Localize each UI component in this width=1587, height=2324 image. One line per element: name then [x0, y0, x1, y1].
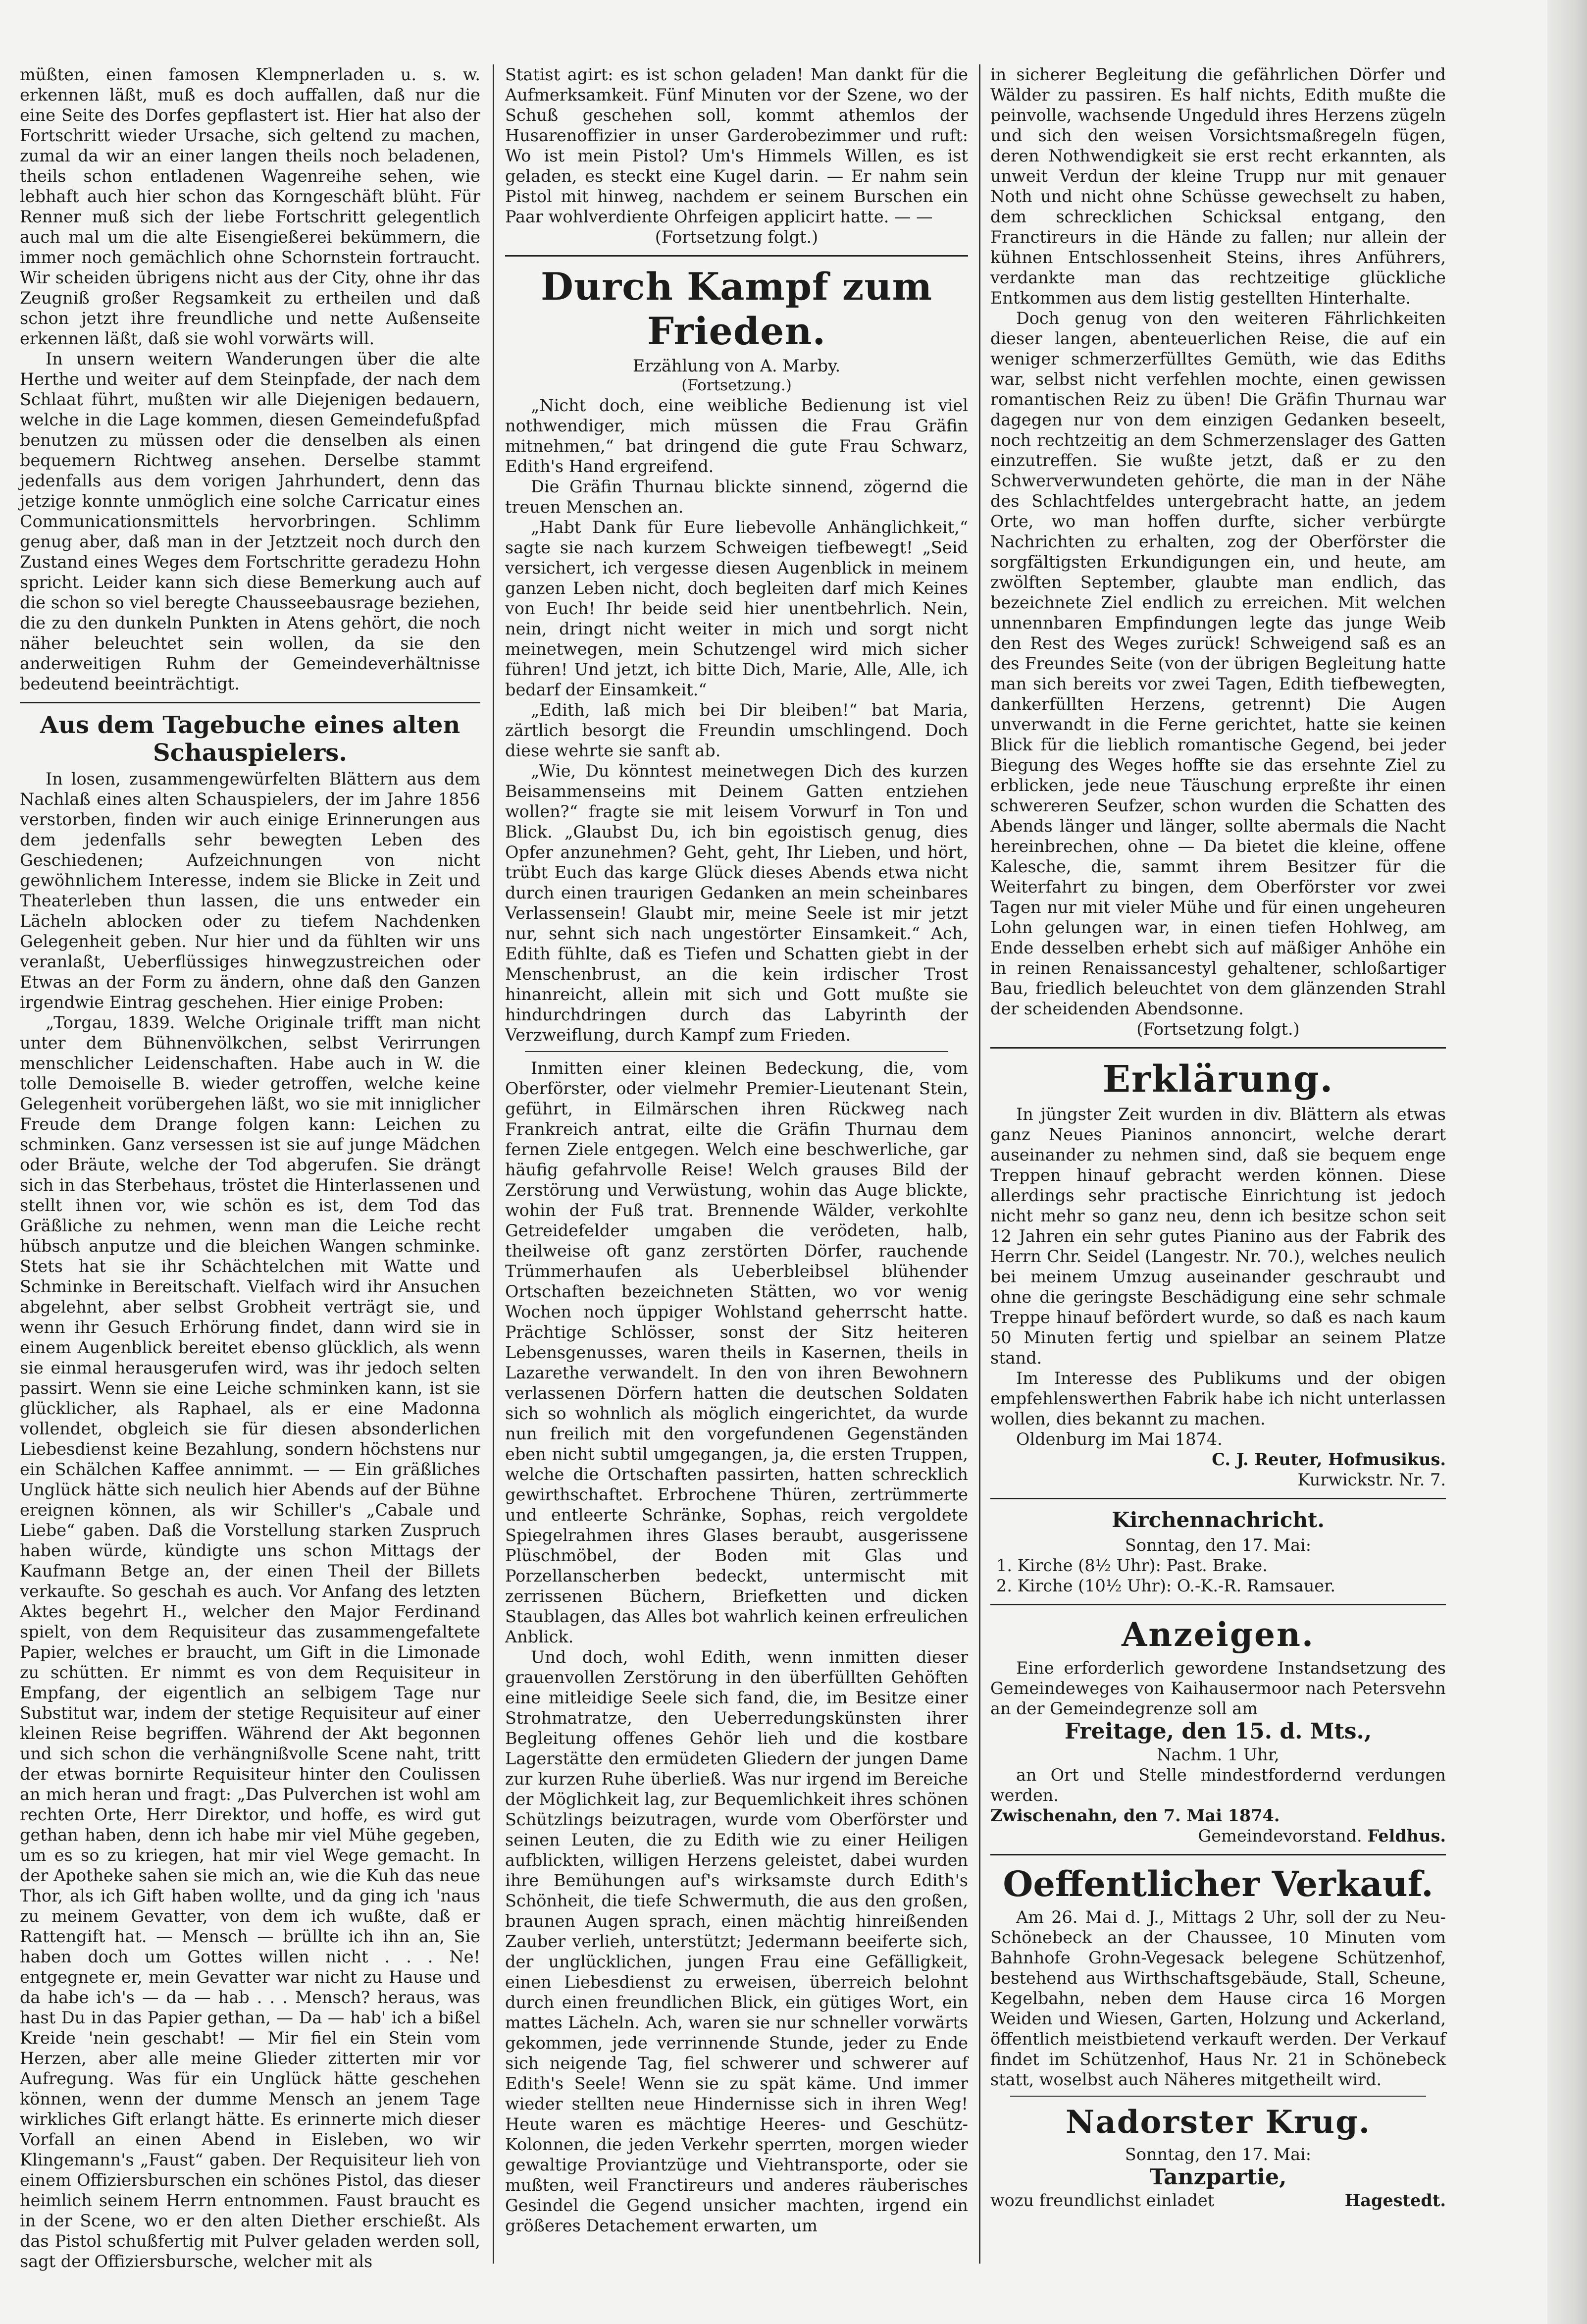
column-2 [505, 64, 968, 2236]
sale-text: Am 26. Mai d. J., Mittags 2 Uhr, soll der zu Neu-Schönebeck an der Chaussee, 10 Minuten vom Bahnhofe Grohn-Vegesack belegene Schützenhof, bestehend aus Wirthschaftsgebäude, Stall, Scheune, Kegelbahn, neben dem Hause circa 16 Morgen Weiden und Wiesen, Garten, Holzung und Ackerland, öffentlich meistbietend verkauft werden. Der Verkauf findet im Schützenhof, Haus Nr. 21 in Schönebeck statt, woselbst auch Näheres mitgetheilt wird. [990, 1907, 1446, 2089]
divider [505, 255, 968, 257]
sale-title: Oeffentlicher Verkauf. [1003, 1863, 1433, 1904]
dance-date: Sonntag, den 17. Mai: [1125, 2145, 1312, 2164]
column-rule [493, 64, 494, 2264]
section-separator [525, 1051, 948, 1052]
paragraph: In unsern weitern Wanderungen über die alte Herthe und weiter auf dem Steinpfade, der nach dem Schlaat führt, mußten wir alle Diejenigen bedauern, welche in die Lage kommen, diesen Gemeindefußpfad benutzen zu müssen oder die denselben als einen bequemern Richtweg ansehen. Derselbe stammt jedenfalls aus dem vorigen Jahrhundert, denn das jetzige konnte unmöglich eine solche Carricatur eines Communicationsmittels hervorbringen. Schlimm genug aber, daß man in der Jetztzeit noch durch den Zustand eines Weges dem Fortschritte geradezu Hohn spricht. Leider kann sich diese Bemerkung auch auf die schon so viel beregte Chausseebausrage beziehen, die zu den dunkeln Punkten in Atens gehört, die noch näher beleuchtet sein wollen, da sie den anderweitigen Ruhm der Gemeindeverhältnisse bedeutend beeinträchtigt. [20, 349, 480, 693]
dance-signature: Hagestedt. [1344, 2191, 1446, 2210]
divider [990, 1498, 1446, 1499]
article-continuation: in sicherer Begleitung die gefährlichen Dörfer und Wälder zu passiren. Es half nichts, Edith mußte die peinvolle, wachsende Ungeduld ihres Herzens zügeln und sich den weisen Vorsichtsmaßregeln fügen, deren Nothwendigkeit sie erst recht erkannten, als unweit Verdun der kleine Trupp nur mit genauer Noth und nicht ohne Schüsse gewechselt zu haben, dem schrecklichen Schicksal entgang, den Franctireurs in die Hände zu fallen; nur allein der kühnen Entschlossenheit Steins, ihres Anführers, verdankte man das rechtzeitige glückliche Entkommen aus dem listig gestellten Hinterhalte. [990, 65, 1446, 308]
ads-title: Anzeigen. [1122, 1615, 1315, 1654]
page-edge [1547, 0, 1587, 2324]
ad-text: an Ort und Stelle mindestfordernd verdungen werden. [990, 1765, 1446, 1805]
paragraph: Doch genug von den weiteren Fährlichkeiten dieser langen, abenteuerlichen Reise, die auf ein weniger schmerzerfülltes Gemüth, wie das Ediths war, selbst nicht verfehlen mochte, einen gewissen romantischen Reiz zu üben! Die Gräfin Thurnau war dagegen nur von dem einzigen Gedanken beseelt, noch rechtzeitig an dem Schmerzenslager des Gatten einzutreffen. Sie wußte jetzt, daß er zu den Schwerverwundeten gehörte, die man in der Nähe des Schlachtfeldes untergebracht hatte, an jedem Orte, wo man hoffen durfte, sicher verbürgte Nachrichten zu erhalten, zog der Oberförster die sorgfältigsten Erkundigungen ein, und heute, am zwölften September, glaubte man endlich, das bezeichnete Ziel endlich zu erreichen. Mit welchen unnennbaren Empfindungen legte das junge Weib den Rest des Weges zurück! Schweigend saß es an des Freundes Seite (von der übrigen Begleitung hatte man sich bereits vor zwei Tagen, Edith tiefbewegten, dankerfüllten Herzens, getrennt) Die Augen unverwandt in die Ferne gerichtet, hatte sie keinen Blick für die lieblich romantische Gegend, bei jeder Biegung des Weges hoffte sie das ersehnte Ziel zu erblicken, jede neue Täuschung erpreßte ihr einen schwereren Seufzer, schon wurden die Schatten des Abends länger und länger, sollte abermals die Nacht hereinbrechen, ohne — Da bietet die kleine, offene Kalesche, die, sammt ihrem Besitzer für die Weiterfahrt zu bingen, dem Oberförster vor zwei Tagen nur mit vieler Mühe und für einen ungeheuren Lohn gelungen war, in einen tiefen Hohlweg, am Ende desselben erhebt sich auf mäßiger Anhöhe ein in reinen Renaissancestyl gehaltener, schloßartiger Bau, friedlich beleuchtet von dem glänzenden Strahl der scheidenden Abendsonne. [990, 309, 1446, 1018]
article-continuation: müßten, einen famosen Klempnerladen u. s. w. erkennen läßt, muß es doch auffallen, daß nur die eine Seite des Dorfes gepflastert ist. Hier hat also der Fortschritt wieder Ursache, sich geltend zu machen, zumal da wir an einer langen theils noch beladenen, theils schon entladenen Wagenreihe sehen, wie lebhaft auch hier schon das Korngeschäft blüht. Für Renner muß sich der liebe Fortschritt gelegentlich auch mal um die alte Eisengießerei bekümmern, die immer noch gemächlich ohne Schornstein fortraucht. Wir scheiden übrigens nicht aus der City, ohne ihr das Zeugniß großer Regsamkeit zu ertheilen und daß schon jetzt ihre freundliche und nette Außenseite erkennen läßt, daß sie wohl vorwärts will. [20, 65, 480, 348]
notice-place-date: Oldenburg im Mai 1874. [1016, 1429, 1223, 1449]
notice-signature: C. J. Reuter, Hofmusikus. [1212, 1450, 1446, 1469]
paragraph: In losen, zusammengewürfelten Blättern aus dem Nachlaß eines alten Schauspielers, der im Jahre 1856 verstorben, finden wir auch einige Erinnerungen aus dem jedenfalls sehr bewegten Leben des Geschiedenen; Aufzeichnungen von nicht gewöhnlichem Interesse, indem sie Blicke in Zeit und Theaterleben thun lassen, die uns entweder ein Lächeln ablocken oder zu tiefem Nachdenken Gelegenheit geben. Nur hier und da fühlten wir uns veranlaßt, Ueberflüssiges hinwegzustreichen oder Etwas an der Form zu ändern, ohne daß den Ganzen irgendwie Eintrag geschehen. Hier einige Proben: [20, 769, 480, 1012]
paragraph: Und doch, wohl Edith, wenn inmitten dieser grauenvollen Zerstörung in den überfüllten Gehöften eine mitleidige Seele sich fand, die, im Besitze einer Strohmatratze, den Ueberredungskünsten ihrer Begleitung offenes Gehör lieh und die kostbare Lagerstätte den ermüdeten Gliedern der jungen Dame zur kurzen Ruhe überließ. Was nur irgend im Bereiche der Möglichkeit lag, zur Bequemlichkeit ihres schönen Schützlings beizutragen, wurde vom Oberförster und seinen Leuten, die zu Edith wie zu einer Heiligen aufblickten, willigen Herzens geleistet, dabei wurden ihre Bemühungen auf's wirksamste durch Edith's Schönheit, die tiefe Schwermuth, die aus den großen, braunen Augen sprach, einen mächtig hinreißenden Zauber verlieh, unterstützt; Jedermann beeiferte sich, der unglücklichen, jungen Frau eine Gefälligkeit, einen Liebesdienst zu erweisen, überreich belohnt durch einen freundlichen Blick, ein gütiges Wort, ein mattes Lächeln. Ach, waren sie nur schneller vorwärts gekommen, jede verrinnende Stunde, jeder zu Ende sich neigende Tag, fiel schwerer und schwerer auf Edith's Seele! Wenn sie zu spät käme. Und immer wieder stellten neue Hindernisse sich in ihren Weg! Heute waren es mächtige Heeres- und Geschütz-Kolonnen, die jeden Verkehr sperrten, morgen wieder gewaltige Proviantzüge und Viehtransporte, oder sie mußten, weil Franctireurs und anderes räuberisches Gesindel die Gegend unsicher machten, irgend ein größeres Detachement erwarten, um [505, 1647, 968, 2235]
church-service-1: 1. Kirche (8½ Uhr): Past. Brake. [996, 1556, 1268, 1575]
serial-note: (Fortsetzung.) [681, 376, 792, 394]
column-1 [20, 64, 480, 2271]
ad-time: Nachm. 1 Uhr, [1157, 1745, 1280, 1764]
paragraph: „Habt Dank für Eure liebevolle Anhänglichkeit,“ sagte sie nach kurzem Schweigen tiefbewegt! „Seid versichert, ich vergesse diesen Augenblick in meinem ganzen Leben nicht, doch begleiten darf mich Keines von Euch! Ihr beide seid hier unentbehrlich. Nein, nein, dringt nicht weiter in mich und sorgt nicht meinetwegen, mein Schutzengel wird mich sicher führen! Und jetzt, ich bitte Dich, Marie, Alle, Alle, ich bedarf der Einsamkeit.“ [505, 518, 968, 699]
paragraph: In jüngster Zeit wurden in div. Blättern als etwas ganz Neues Pianinos annoncirt, welche derart auseinander zu nehmen sind, daß sie bequem enge Treppen hinauf gebracht werden können. Diese allerdings sehr practische Einrichtung ist jedoch nicht mehr so ganz neu, denn ich besitze schon seit 12 Jahren ein sehr gutes Pianino aus der Fabrik des Herrn Chr. Seidel (Langestr. Nr. 70.), welches neulich bei meinem Umzug auseinander geschraubt und ohne die geringste Beschädigung eine sehr schmale Treppe hinauf befördert wurde, so daß es nach kaum 50 Minuten fertig und spielbar an seinem Platze stand. [990, 1105, 1446, 1368]
divider [990, 1604, 1446, 1605]
dance-invite-text: wozu freundlichst einladet [990, 2191, 1215, 2210]
paragraph: „Edith, laß mich bei Dir bleiben!“ bat Maria, zärtlich besorgt die Freundin umschlingend. Doch diese wehrte sie sanft ab. [505, 700, 968, 760]
paragraph: Im Interesse des Publikums und der obigen empfehlenswerthen Fabrik habe ich nicht unterlassen wollen, dies bekannt zu machen. [990, 1369, 1446, 1428]
ad-date: Freitage, den 15. d. Mts., [1064, 1719, 1372, 1744]
continued-note: (Fortsetzung folgt.) [1136, 1019, 1300, 1039]
paragraph: Die Gräfin Thurnau blickte sinnend, zögernd die treuen Menschen an. [505, 477, 968, 517]
ad-signature-name: Feldhus. [1367, 1826, 1446, 1846]
section-separator [1010, 2096, 1426, 2097]
divider [990, 1854, 1446, 1855]
notice-address: Kurwickstr. Nr. 7. [1297, 1470, 1446, 1489]
ad-text: Eine erforderlich gewordene Instandsetzung des Gemeindeweges von Kaihausermoor nach Petersvehn an der Gemeindegrenze soll am [990, 1658, 1446, 1718]
article-title: Aus dem Tagebuche eines alten Schauspielers. [40, 711, 461, 767]
continued-note: (Fortsetzung folgt.) [655, 227, 819, 247]
divider [20, 702, 480, 703]
ad-signature-body: Gemeindevorstand. [1198, 1826, 1362, 1846]
church-notice-title: Kirchennachricht. [1111, 1508, 1325, 1532]
article-continuation: Statist agirt: es ist schon geladen! Man dankt für die Aufmerksamkeit. Fünf Minuten vor der Szene, wo der Schuß geschehen soll, kommt athemlos der Husarenoffizier in unser Garderobezimmer und ruft: Wo ist mein Pistol? Um's Himmels Willen, es ist geladen, es steckt eine Kugel darin. — Er nahm sein Pistol mit hinweg, nachdem er seinem Burschen ein Paar wohlverdiente Ohrfeigen applicirt hatte. — — [505, 65, 968, 226]
church-date: Sonntag, den 17. Mai: [1125, 1535, 1312, 1555]
paragraph: Inmitten einer kleinen Bedeckung, die, vom Oberförster, oder vielmehr Premier-Lieutenant Stein, geführt, in Eilmärschen ihren Rückweg nach Frankreich antrat, eilte die Gräfin Thurnau dem fernen Ziele entgegen. Welch eine beschwerliche, gar häufig gefahrvolle Reise! Welch grauses Bild der Zerstörung und Verwüstung, wohin das Auge blickte, wohin der Fuß trat. Brennende Wälder, verkohlte Getreidefelder umgaben die verödeten, halb, theilweise oft ganz zerstörten Dörfer, rauchende Trümmerhaufen als Ueberbleibsel blühender Ortschaften bezeichneten Stätten, wo vor wenig Wochen noch üppiger Wohlstand geherrscht hatte. Prächtige Schlösser, sonst der Sitz heiteren Lebensgenusses, waren theils in Kasernen, theils in Lazarethe verwandelt. In den von ihren Bewohnern verlassenen Dörfern hatten die deutschen Soldaten sich so wohnlich als möglich eingerichtet, da wurde nun freilich mit den vorgefundenen Gegenständen eben nicht subtil umgegangen, ja, die ersten Truppen, welche die Ortschaften passirten, hatten schrecklich gewirthschaftet. Erbrochene Thüren, zertrümmerte und entleerte Schränke, Sophas, reich vergoldete Spiegelrahmen ihres Glases beraubt, ausgerissene Plüschmöbel, der Boden mit Glas und Porzellanscherben bedeckt, untermischt mit zerrissenen Büchern, Briefketten und dicken Staublagen, das Alles bot wahrlich keinen erfreulichen Anblick. [505, 1058, 968, 1646]
serial-author: Erzählung von A. Marby. [632, 356, 841, 375]
serial-title: Durch Kampf zum Frieden. [540, 264, 933, 353]
notice-title: Erklärung. [1102, 1058, 1334, 1101]
ad-place: Zwischenahn, den 7. Mai 1874. [990, 1806, 1280, 1825]
dance-invite [990, 2190, 1446, 2211]
ad-signature [990, 1826, 1446, 1846]
paragraph: „Nicht doch, eine weibliche Bedienung ist viel nothwendiger, mich müssen die Frau Gräfin mitnehmen,“ bat dringend die gute Frau Schwarz, Edith's Hand ergreifend. [505, 396, 968, 476]
dance-event: Tanzpartie, [1149, 2165, 1287, 2190]
paragraph: „Torgau, 1839. Welche Originale trifft man nicht unter dem Bühnenvölkchen, selbst Verirrungen menschlicher Leidenschaften. Habe auch in W. die tolle Demoiselle B. wieder getroffen, welche keine Gelegenheit vorübergehen läßt, wo sie mit inniglicher Freude dem Drange folgen kann: Leichen zu schminken. Ganz versessen ist sie auf junge Mädchen oder Bräute, welche der Tod abgerufen. Sie drängt sich in das Sterbehaus, tröstet die Hinterlassenen und stellt ihnen vor, wie schön es ist, dem Tod das Gräßliche zu nehmen, wenn man die Leiche recht hübsch anputze und die bleichen Wangen schminke. Stets hat sie ihr Schächtelchen mit Watte und Schminke in Bereitschaft. Vielfach wird ihr Ansuchen abgelehnt, aber selbst Grobheit verträgt sie, und wenn ihr Gesuch Erhörung findet, dann wird sie in einem Augenblick bereitet ebenso glücklich, als wenn sie einmal herausgerufen wird, was ihr jedoch selten passirt. Wenn sie eine Leiche schminken kann, ist sie glücklicher, als Raphael, als er eine Madonna vollendet, obgleich sie für diesen absonderlichen Liebesdienst keine Bezahlung, sondern höchstens nur ein Schälchen Kaffee annimmt. — — Ein gräßliches Unglück hätte sich neulich hier Abends auf der Bühne ereignen können, als wir Schiller's „Cabale und Liebe“ gaben. Daß die Vorstellung starken Zuspruch haben würde, kündigte uns schon Mittags der Kaufmann Betge an, der einen Theil der Billets verkaufte. So geschah es auch. Vor Anfang des letzten Aktes begehrt H., welcher den Major Ferdinand spielt, von dem Requisiteur das zusammengefaltete Papier, welches er braucht, um Gift in die Limonade zu schütten. Er nimmt es von dem Requisiteur in Empfang, der eigentlich an selbigem Tage nur Substitut war, indem der stetige Requisiteur auf einer kleinen Reise begriffen. Während der Akt begonnen und sich schon die verhängnißvolle Scene naht, tritt der etwas bornirte Requisiteur hinter den Coulissen an mich heran und fragt: „Das Pulverchen ist wohl am rechten Orte, Herr Direktor, und hoffe, es wird gut gethan haben, denn ich habe mir viel Mühe gegeben, um es so zu kriegen, hat mir viel Wege gemacht. In der Apotheke sahen sie mich an, wie die Kuh das neue Thor, als ich Gift haben wollte, und da ging ich 'naus zu meinem Gevatter, von dem ich wußte, daß er Rattengift hat. — Mensch — brüllte ich ihn an, Sie haben doch um Gottes willen nicht . . . Ne! entgegnete er, mein Gevatter war nicht zu Hause und da habe ich's — da — hab . . . Mensch? heraus, was hast Du in das Papier gethan, — Da — hab' ich a bißel Kreide 'nein geschabt! — Mir fiel ein Stein vom Herzen, aber alle meine Glieder zitterten mir vor Aufregung. Was für ein Unglück hätte geschehen können, wenn der dumme Mensch an jenem Tage wirkliches Gift erlangt hätte. Es erinnerte mich dieser Vorfall an einen Abend in Eisleben, wo wir Klingemann's „Faust“ gaben. Der Requisiteur lieh von einem Offiziersburschen ein schönes Pistol, das dieser heimlich seinem Herrn entnommen. Faust braucht es in der Scene, wo er den alten Diether erschießt. Als das Pistol schußfertig mit Pulver geladen werden soll, sagt der Offiziersbursche, welcher mit als [20, 1013, 480, 2271]
dance-ad-title: Nadorster Krug. [1065, 2104, 1371, 2141]
divider [990, 1047, 1446, 1049]
column-rule [979, 64, 980, 2264]
church-service-2: 2. Kirche (10½ Uhr): O.-K.-R. Ramsauer. [996, 1576, 1336, 1595]
paragraph: „Wie, Du könntest meinetwegen Dich des kurzen Beisammenseins mit Deinem Gatten entziehen wollen?“ fragte sie mit leisem Vorwurf in Ton und Blick. „Glaubst Du, ich bin egoistisch genug, dies Opfer anzunehmen? Geht, geht, Ihr Lieben, und hört, trübt Euch das karge Glück dieses Abends etwa nicht durch einen traurigen Gedanken an mein scheinbares Verlassensein! Glaubt mir, meine Seele ist mir jetzt nur, sehnt sich nach ungestörter Einsamkeit.“ Ach, Edith fühlte, daß es Tiefen und Schatten giebt in der Menschenbrust, an die kein irdischer Trost hinanreicht, allein mit sich und Gott mußte sie hindurchdringen durch das Labyrinth der Verzweiflung, durch Kampf zum Frieden. [505, 761, 968, 1045]
column-3 [990, 64, 1446, 2211]
